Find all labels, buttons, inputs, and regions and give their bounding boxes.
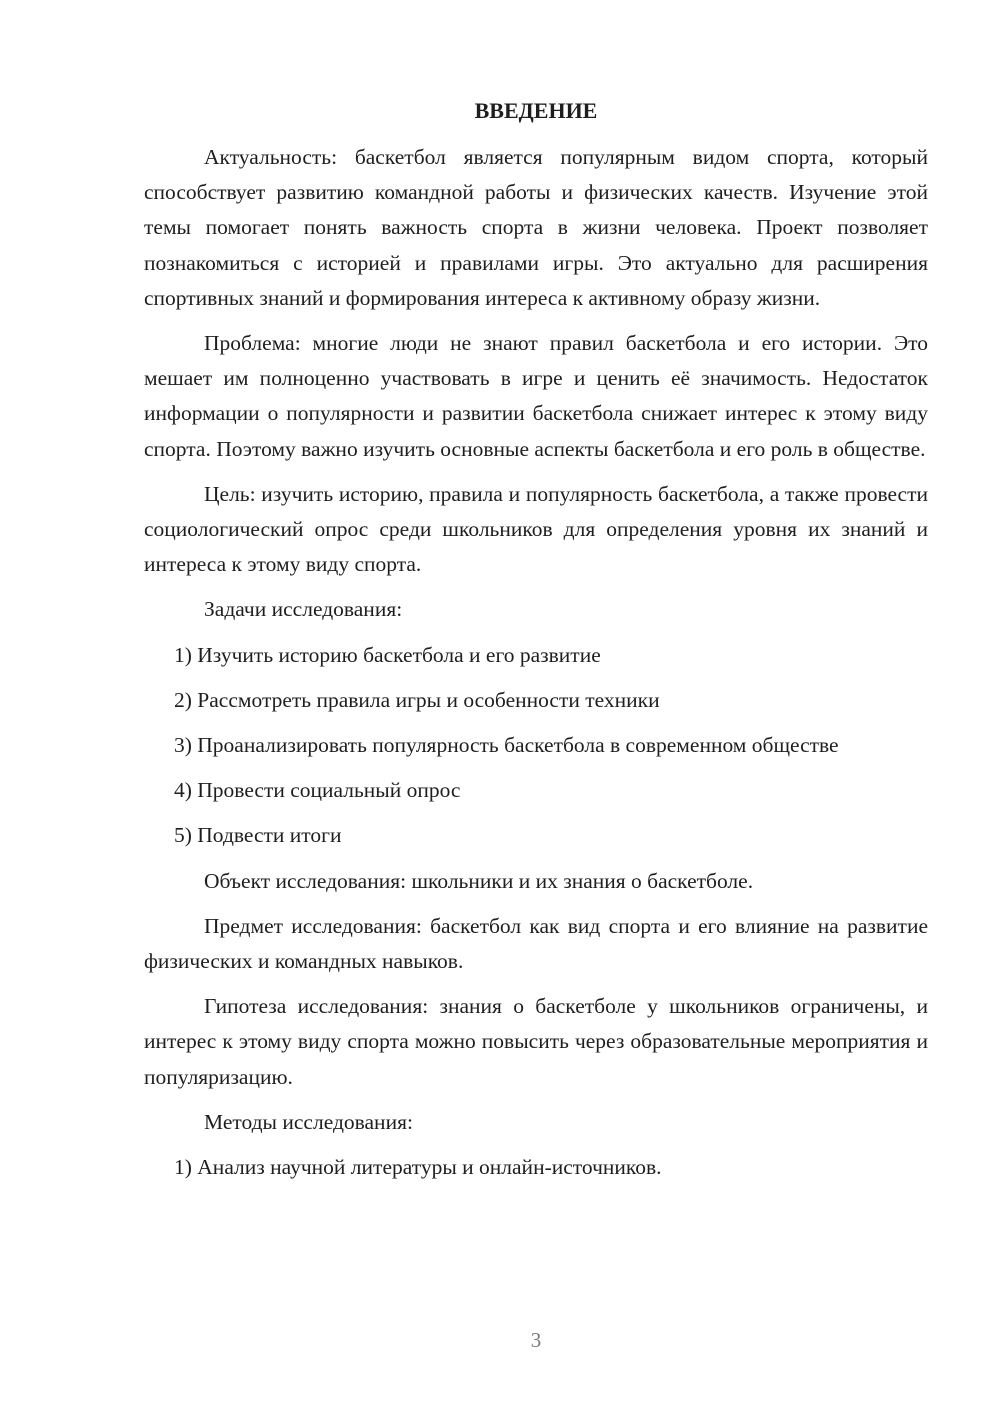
task-item: 1) Изучить историю баскетбола и его развитие [174, 642, 601, 667]
document-page [144, 96, 928, 1195]
task-item: 2) Рассмотреть правила игры и особенности техники [174, 687, 660, 712]
paragraph-subject: Предмет исследования: баскетбол как вид спорта и его влияние на развитие физических и командных навыков. [144, 913, 928, 974]
task-item: 5) Подвести итоги [174, 823, 342, 848]
page-number: 3 [530, 1328, 542, 1352]
task-item: 4) Провести социальный опрос [174, 778, 461, 803]
methods-heading: Методы исследования: [204, 1109, 413, 1134]
paragraph-hypothesis: Гипотеза исследования: знания о баскетболе у школьников ограничены, и интерес к этому виду спорта можно повысить через образовательные мероприятия и популяризацию. [144, 994, 928, 1089]
paragraph-object: Объект исследования: школьники и их знания о баскетболе. [204, 868, 754, 893]
paragraph-relevance: Актуальность: баскетбол является популярным видом спорта, который способствует развитию командной работы и физических качеств. Изучение этой темы помогает понять важность спорта в жизни человека. Проект позволяет познакомиться с историей и правилами игры. Это актуально для расширения спортивных знаний и формирования интереса к активному образу жизни. [144, 145, 928, 310]
paragraph-problem: Проблема: многие люди не знают правил баскетбола и его истории. Это мешает им полноценно участвовать в игре и ценить её значимость. Недостаток информации о популярности и развитии баскетбола снижает интерес к этому виду спорта. Поэтому важно изучить основные аспекты баскетбола и его роль в обществе. [144, 331, 928, 461]
task-item: 3) Проанализировать популярность баскетбола в современном обществе [174, 733, 839, 758]
method-item: 1) Анализ научной литературы и онлайн-источников. [174, 1155, 662, 1180]
tasks-heading: Задачи исследования: [204, 597, 403, 622]
paragraph-goal: Цель: изучить историю, правила и популярность баскетбола, а также провести социологический опрос среди школьников для определения уровня их знаний и интереса к этому виду спорта. [144, 481, 928, 577]
page-title: ВВЕДЕНИЕ [474, 98, 598, 123]
